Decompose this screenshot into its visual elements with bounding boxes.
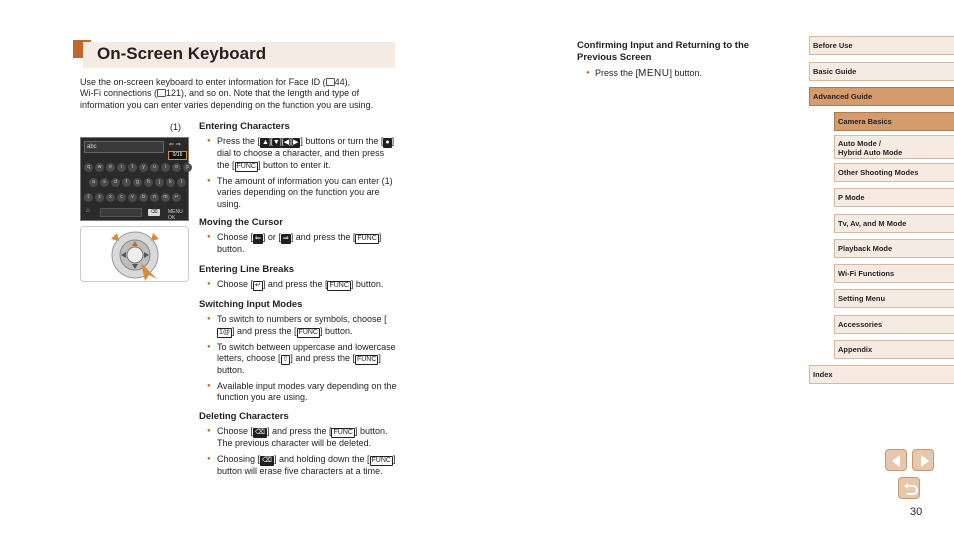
section-deleting — [199, 411, 399, 481]
func-set-button-icon: FUNC — [329, 282, 349, 289]
keyboard-key: d — [111, 178, 120, 187]
keyboard-key: c — [117, 193, 126, 202]
list-item: ● Available input modes vary depending on the function you are using. — [199, 381, 399, 404]
list-item: ● To switch to numbers or symbols, choose [1@ ] and press the [ FUNC ] button. — [199, 314, 399, 338]
intro-paragraph: Use the on-screen keyboard to enter information for Face ID ( 44), Wi-Fi connections ( 121), and so on. Note that the length and type of information you can enter varies depending on the function you are using. — [80, 77, 374, 110]
menu-ok-label: MENU OK — [168, 209, 183, 221]
nav-auto-mode[interactable]: Auto Mode / Hybrid Auto Mode — [834, 135, 954, 159]
shift-case-icon: ⇧ — [282, 356, 289, 363]
keyboard-key: e — [106, 163, 115, 172]
keyboard-row-1 — [84, 163, 192, 174]
func-set-button-icon: FUNC — [356, 356, 377, 363]
keyboard-input-field: abc — [84, 141, 164, 153]
keyboard-key: w — [95, 163, 104, 172]
keyboard-key: r — [117, 163, 126, 172]
keyboard-key: g — [133, 178, 142, 187]
keyboard-key: f — [122, 178, 131, 187]
keyboard-key: p — [183, 163, 192, 172]
keyboard-key: m — [161, 193, 170, 202]
delete-icon: ⌫ — [262, 456, 272, 464]
arrow-left-icon — [886, 450, 908, 472]
keyboard-key: o — [172, 163, 181, 172]
line-break-icon: ↵ — [255, 282, 261, 289]
keyboard-bottom-row — [84, 208, 186, 221]
keyboard-key: n — [150, 193, 159, 202]
page-ref-icon — [326, 78, 335, 86]
figure-callout-label: (1) — [170, 122, 181, 132]
nav-wifi-functions[interactable]: Wi-Fi Functions — [834, 264, 954, 283]
previous-page-button[interactable] — [885, 449, 907, 471]
list-item: ● Choosing [ ⌫ ] and holding down the [ FUNC ] button will erase five characters at a time. — [199, 454, 399, 478]
cursor-arrows-icon: ⇐ ⇒ — [169, 142, 181, 148]
control-dial-icon — [81, 227, 190, 283]
keyboard-row-2 — [89, 178, 186, 189]
keyboard-key: k — [166, 178, 175, 187]
section-confirming — [577, 40, 777, 80]
keyboard-key: l — [177, 178, 186, 187]
delete-icon: ⌫ — [255, 429, 265, 436]
page-number: 30 — [910, 506, 923, 518]
nav-accessories[interactable]: Accessories — [834, 315, 954, 334]
nav-basic-guide[interactable]: Basic Guide — [809, 62, 954, 81]
section-entering-characters — [199, 121, 399, 214]
input-mode-icon: ⌂ — [86, 208, 90, 214]
character-counter: 0/16 — [168, 151, 187, 160]
section-heading: Entering Characters — [199, 121, 290, 132]
delete-key-icon: ⌫ — [148, 209, 160, 216]
list-item: ● The amount of information you can enter (1) varies depending on the function you are using. — [199, 176, 399, 211]
page-ref-link[interactable]: 44), — [334, 77, 351, 87]
section-heading: Moving the Cursor — [199, 217, 283, 228]
cursor-left-icon: ⇐ — [255, 235, 261, 242]
nav-setting-menu[interactable]: Setting Menu — [834, 289, 954, 308]
func-set-button-icon: FUNC — [333, 429, 353, 436]
menu-button-icon: MENU — [638, 68, 670, 79]
keyboard-key: x — [106, 193, 115, 202]
control-dial-icon: ● — [385, 139, 390, 146]
nav-appendix[interactable]: Appendix — [834, 340, 954, 359]
list-item: ● Choose [ ↵ ] and press the [ FUNC ] button. — [199, 279, 399, 291]
nav-other-shooting-modes[interactable]: Other Shooting Modes — [834, 163, 954, 182]
section-heading: Deleting Characters — [199, 411, 289, 422]
numbers-symbols-icon: 1@ — [219, 328, 230, 336]
section-moving-cursor — [199, 217, 399, 260]
section-heading: Entering Line Breaks — [199, 264, 295, 275]
keyboard-key: i — [161, 163, 170, 172]
keyboard-key: h — [144, 178, 153, 187]
cursor-right-icon: ⇒ — [282, 235, 289, 242]
keyboard-key: u — [150, 163, 159, 172]
nav-index[interactable]: Index — [809, 365, 954, 384]
keyboard-key: t — [128, 163, 137, 172]
list-item: ● To switch between uppercase and lowercase letters, choose [ ⇧ ] and press the [ FUNC ] button. — [199, 342, 399, 377]
page-title: On-Screen Keyboard — [97, 44, 267, 63]
section-line-breaks — [199, 264, 399, 295]
direction-buttons-icon: ▲][▼][◀][▶ — [262, 139, 299, 146]
list-item: ● Press the [MENU] button. — [577, 68, 777, 80]
nav-p-mode[interactable]: P Mode — [834, 188, 954, 207]
func-set-button-icon: FUNC — [357, 235, 377, 242]
page-ref-link[interactable]: 121), and so on. Note that the length and type of information you can enter varies depending on the function you are using. — [80, 88, 374, 110]
keyboard-key: z — [95, 193, 104, 202]
page-ref-icon — [157, 89, 166, 97]
next-page-button[interactable] — [912, 449, 934, 471]
keyboard-key: j — [155, 178, 164, 187]
keyboard-key: s — [100, 178, 109, 187]
section-heading: Confirming Input and Returning to the Previous Screen — [577, 40, 750, 63]
nav-before-use[interactable]: Before Use — [809, 36, 954, 55]
keyboard-screenshot — [80, 137, 189, 221]
nav-tv-av-m-mode[interactable]: Tv, Av, and M Mode — [834, 214, 954, 233]
keyboard-key: y — [139, 163, 148, 172]
keyboard-key: ⇧ — [84, 193, 93, 202]
section-switching-modes — [199, 299, 399, 408]
func-set-button-icon: FUNC — [298, 328, 318, 336]
return-button[interactable] — [898, 477, 920, 499]
list-item: ● Choose [ ⇐ ] or [ ⇒ ] and press the [ FUNC ] button. — [199, 232, 399, 256]
keyboard-key: a — [89, 178, 98, 187]
keyboard-row-3 — [84, 193, 181, 204]
func-set-button-icon: FUNC — [371, 456, 391, 464]
keyboard-key: v — [128, 193, 137, 202]
list-item: ● Choose [ ⌫ ] and press the [ FUNC ] button. The previous character will be deleted. — [199, 426, 399, 450]
nav-camera-basics[interactable]: Camera Basics — [834, 112, 954, 131]
nav-playback-mode[interactable]: Playback Mode — [834, 239, 954, 258]
return-icon — [899, 478, 921, 500]
nav-advanced-guide[interactable]: Advanced Guide — [809, 87, 954, 106]
control-dial-figure — [80, 226, 189, 282]
keyboard-key: b — [139, 193, 148, 202]
section-heading: Switching Input Modes — [199, 299, 303, 310]
keyboard-key: q — [84, 163, 93, 172]
keyboard-key: ↵ — [172, 193, 181, 202]
func-set-button-icon: FUNC — [236, 162, 256, 170]
list-item: ● Press the [ ▲][▼][◀][▶ ] buttons or turn the [ ● ] dial to choose a character, and then press the [ FUNC ] button to enter it. — [199, 136, 399, 172]
page-title-block — [73, 40, 395, 68]
arrow-right-icon — [913, 450, 935, 472]
space-key — [100, 208, 142, 217]
